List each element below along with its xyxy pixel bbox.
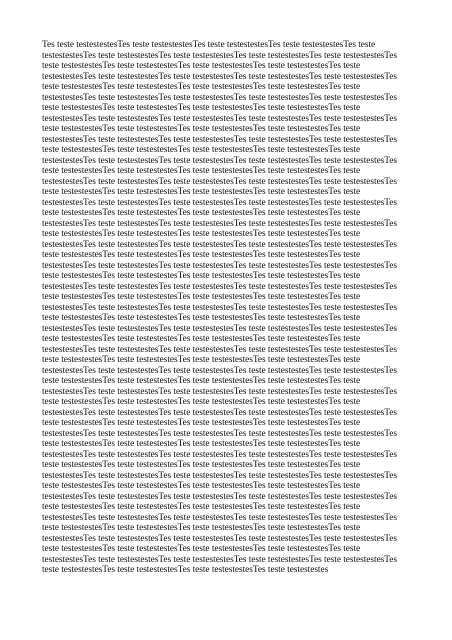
text-line: teste testestestesTes teste testestestesTes teste testestestesTes teste testestestesTes teste bbox=[42, 523, 361, 533]
text-line: testestestesTes teste testestestesTes teste testestestesTes teste testestestesTes teste testestestesTes bbox=[42, 365, 398, 376]
text-line: testestestesTes teste testestestesTes teste testestestesTes teste testestestesTes teste testestestesTes bbox=[42, 197, 398, 208]
text-line: teste testestestesTes teste testestestesTes teste testestestesTes teste testestestesTes teste bbox=[42, 103, 361, 113]
text-line: teste testestestesTes teste testestestesTes teste testestestesTes teste testestestesTes teste bbox=[42, 460, 361, 470]
text-line: testestestesTes teste testestestesTes teste testestestesTes teste testestestesTes teste testestestesTes bbox=[42, 449, 398, 460]
text-line: testestestesTes teste testestestesTes teste testestestesTes teste testestestesTes teste testestestesTes bbox=[42, 512, 398, 523]
text-line: teste testestestesTes teste testestestesTes teste testestestesTes teste testestestesTes teste bbox=[42, 187, 361, 197]
text-line: testestestesTes teste testestestesTes teste testestestesTes teste testestestesTes teste testestestesTes bbox=[42, 554, 398, 565]
text-line: testestestesTes teste testestestesTes teste testestestesTes teste testestestesTes teste testestestesTes bbox=[42, 470, 398, 481]
text-line: testestestesTes teste testestestesTes teste testestestesTes teste testestestesTes teste testestestesTes bbox=[42, 281, 398, 292]
text-line: testestestesTes teste testestestesTes teste testestestesTes teste testestestesTes teste testestestesTes bbox=[42, 239, 398, 250]
text-line: teste testestestesTes teste testestestesTes teste testestestesTes teste testestestesTes teste bbox=[42, 544, 361, 554]
text-line: testestestesTes teste testestestesTes teste testestestesTes teste testestestesTes teste testestestesTes bbox=[42, 176, 398, 187]
text-line: teste testestestesTes teste testestestesTes teste testestestesTes teste testestestesTes teste bbox=[42, 271, 361, 281]
text-line: teste testestestesTes teste testestestesTes teste testestestesTes teste testestestesTes teste bbox=[42, 292, 361, 302]
text-line: teste testestestesTes teste testestestesTes teste testestestesTes teste testestestesTes teste bbox=[42, 229, 361, 239]
text-line: teste testestestesTes teste testestestesTes teste testestestesTes teste testestestesTes teste bbox=[42, 481, 361, 491]
text-line: teste testestestesTes teste testestestesTes teste testestestesTes teste testestestesTes teste bbox=[42, 250, 361, 260]
text-line: testestestesTes teste testestestesTes teste testestestesTes teste testestestesTes teste testestestesTes bbox=[42, 134, 398, 145]
document-page bbox=[42, 40, 412, 600]
text-line: testestestesTes teste testestestesTes teste testestestesTes teste testestestesTes teste testestestesTes bbox=[42, 428, 398, 439]
text-line: testestestesTes teste testestestesTes teste testestestesTes teste testestestesTes teste testestestesTes bbox=[42, 71, 398, 82]
text-line: teste testestestesTes teste testestestesTes teste testestestesTes teste testestestesTes teste bbox=[42, 313, 361, 323]
text-line: teste testestestesTes teste testestestesTes teste testestestesTes teste testestestesTes teste bbox=[42, 82, 361, 92]
text-line: testestestesTes teste testestestesTes teste testestestesTes teste testestestesTes teste testestestesTes bbox=[42, 533, 398, 544]
text-line: teste testestestesTes teste testestestesTes teste testestestesTes teste testestestesTes teste bbox=[42, 61, 361, 71]
text-line: testestestesTes teste testestestesTes teste testestestesTes teste testestestesTes teste testestestesTes bbox=[42, 386, 398, 397]
text-line: teste testestestesTes teste testestestesTes teste testestestesTes teste testestestesTes teste bbox=[42, 502, 361, 512]
text-line: teste testestestesTes teste testestestesTes teste testestestesTes teste testestestesTes teste bbox=[42, 145, 361, 155]
text-line: teste testestestesTes teste testestestesTes teste testestestesTes teste testestestesTes teste bbox=[42, 124, 361, 134]
text-line: teste testestestesTes teste testestestesTes teste testestestesTes teste testestestesTes teste bbox=[42, 397, 361, 407]
text-line: testestestesTes teste testestestesTes teste testestestesTes teste testestestesTes teste testestestesTes bbox=[42, 407, 398, 418]
text-line: teste testestestesTes teste testestestesTes teste testestestesTes teste testestestes bbox=[42, 565, 329, 575]
text-line: testestestesTes teste testestestesTes teste testestestesTes teste testestestesTes teste testestestesTes bbox=[42, 218, 398, 229]
text-line: teste testestestesTes teste testestestesTes teste testestestesTes teste testestestesTes teste bbox=[42, 439, 361, 449]
text-line: testestestesTes teste testestestesTes teste testestestesTes teste testestestesTes teste testestestesTes bbox=[42, 113, 398, 124]
text-line: testestestesTes teste testestestesTes teste testestestesTes teste testestestesTes teste testestestesTes bbox=[42, 302, 398, 313]
text-line: testestestesTes teste testestestesTes teste testestestesTes teste testestestesTes teste testestestesTes bbox=[42, 344, 398, 355]
text-line: testestestesTes teste testestestesTes teste testestestesTes teste testestestesTes teste testestestesTes bbox=[42, 50, 398, 61]
text-line: testestestesTes teste testestestesTes teste testestestesTes teste testestestesTes teste testestestesTes bbox=[42, 491, 398, 502]
text-line: teste testestestesTes teste testestestesTes teste testestestesTes teste testestestesTes teste bbox=[42, 355, 361, 365]
text-line: teste testestestesTes teste testestestesTes teste testestestesTes teste testestestesTes teste bbox=[42, 334, 361, 344]
text-line: teste testestestesTes teste testestestesTes teste testestestesTes teste testestestesTes teste bbox=[42, 376, 361, 386]
text-line: testestestesTes teste testestestesTes teste testestestesTes teste testestestesTes teste testestestesTes bbox=[42, 92, 398, 103]
text-line: teste testestestesTes teste testestestesTes teste testestestesTes teste testestestesTes teste bbox=[42, 208, 361, 218]
text-line: Tes teste testestestesTes teste testestestesTes teste testestestesTes teste testestestesTes teste bbox=[42, 40, 376, 50]
text-line: teste testestestesTes teste testestestesTes teste testestestesTes teste testestestesTes teste bbox=[42, 418, 361, 428]
text-line: testestestesTes teste testestestesTes teste testestestesTes teste testestestesTes teste testestestesTes bbox=[42, 260, 398, 271]
text-line: teste testestestesTes teste testestestesTes teste testestestesTes teste testestestesTes teste bbox=[42, 166, 361, 176]
text-line: testestestesTes teste testestestesTes teste testestestesTes teste testestestesTes teste testestestesTes bbox=[42, 155, 398, 166]
text-line: testestestesTes teste testestestesTes teste testestestesTes teste testestestesTes teste testestestesTes bbox=[42, 323, 398, 334]
